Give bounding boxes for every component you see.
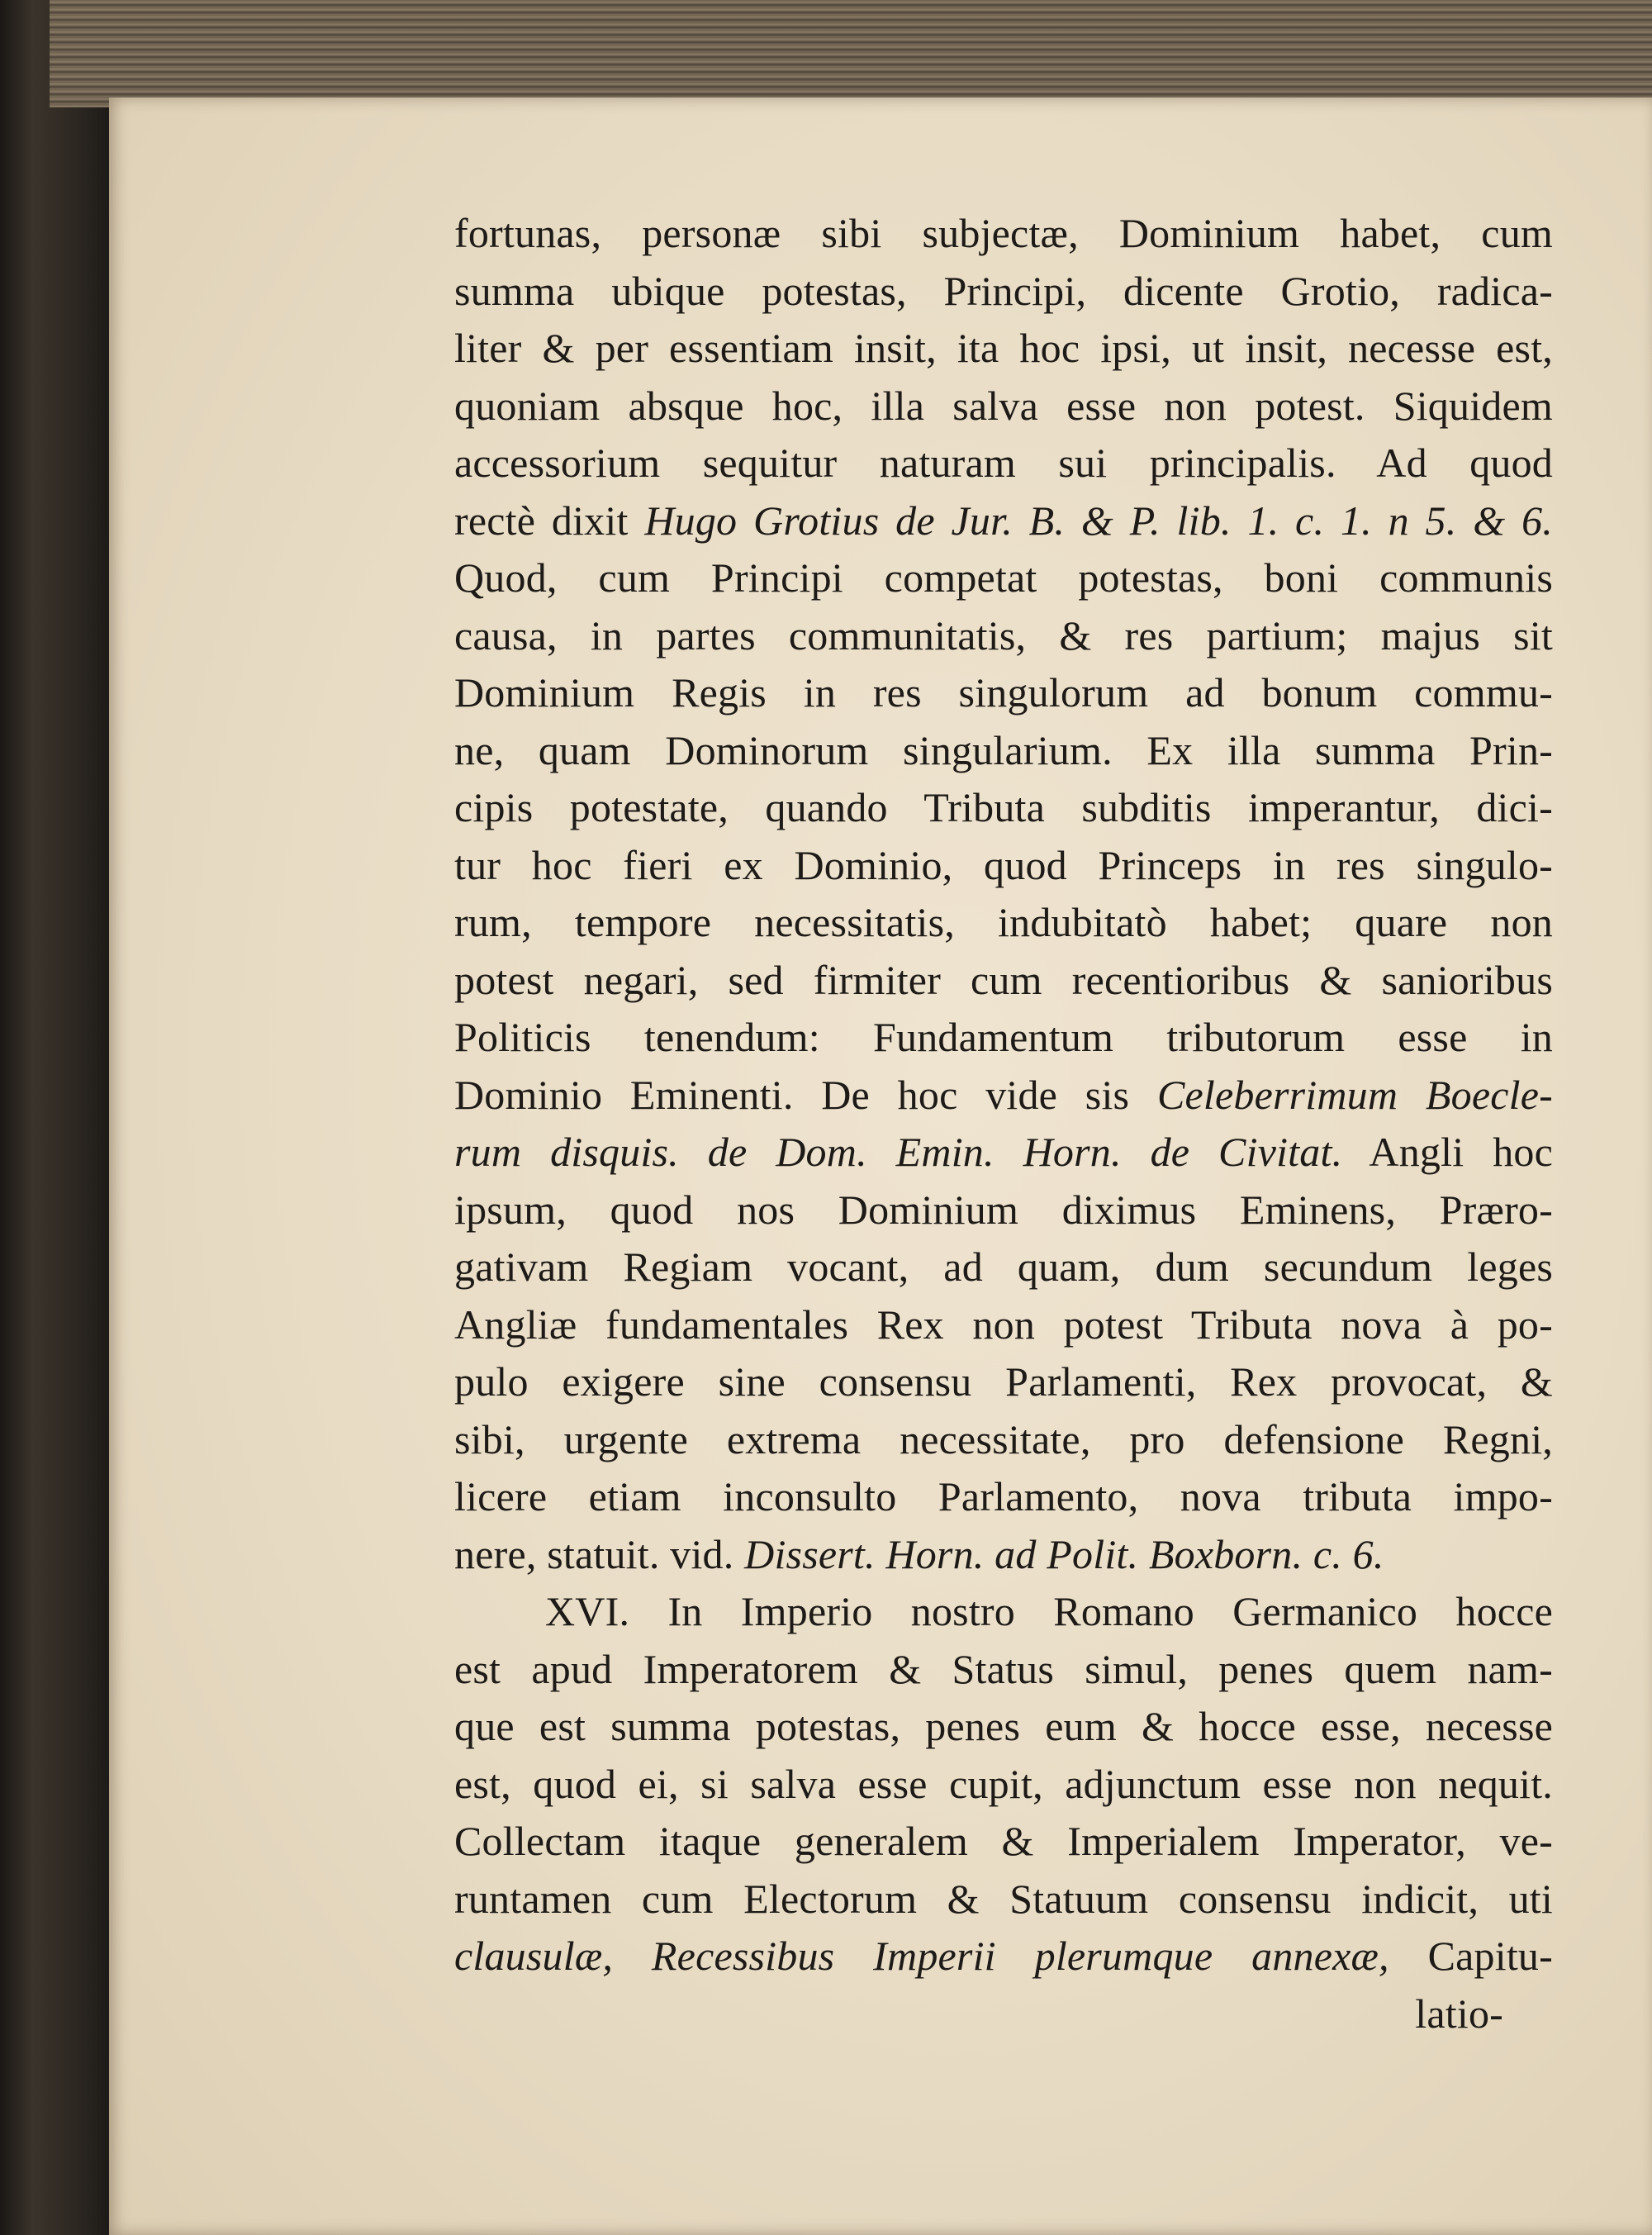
text-run: Angli hoc (1342, 1129, 1554, 1175)
text-line (454, 320, 1553, 378)
text-run: runtamen cum Electorum & Statuum consensu indicit, uti (454, 1875, 1553, 1922)
text-line (454, 1756, 1553, 1814)
text-line (454, 1411, 1553, 1469)
text-run: quoniam absque hoc, illa salva esse non potest. Siquidem (454, 382, 1553, 429)
text-run: ne, quam Dominorum singularium. Ex illa summa Prin- (454, 726, 1553, 773)
text-run: cipis potestate, quando Tributa subditis imperantur, dici- (454, 784, 1553, 830)
text-line (454, 607, 1553, 665)
text-line (454, 1928, 1553, 1985)
text-line (454, 952, 1553, 1010)
text-run: nere, statuit. vid. (454, 1530, 745, 1577)
text-line (454, 1296, 1553, 1354)
text-run: potest negari, sed firmiter cum recentioribus & sanioribus (454, 956, 1553, 1003)
text-run: licere etiam inconsulto Parlamento, nova tributa impo- (454, 1473, 1553, 1519)
text-run: Dominium Regis in res singulorum ad bonum commu- (454, 669, 1553, 716)
text-run: sibi, urgente extrema necessitate, pro defensione Regni, (454, 1415, 1553, 1462)
text-line (454, 722, 1553, 780)
text-run: XVI. In Imperio nostro Romano Germanico hocce (545, 1588, 1553, 1634)
text-run: est, quod ei, si salva esse cupit, adjunctum esse non nequit. (454, 1760, 1553, 1807)
text-line (454, 1641, 1553, 1699)
catchword: latio- (1415, 1990, 1503, 2037)
text-line (454, 1124, 1553, 1182)
text-run: Dominio Eminenti. De hoc vide sis (454, 1071, 1157, 1118)
text-line (454, 263, 1553, 321)
text-run: gativam Regiam vocant, ad quam, dum secundum leges (454, 1244, 1553, 1290)
text-line (454, 664, 1553, 722)
text-line (454, 894, 1553, 952)
text-line (454, 837, 1553, 895)
text-run: Capitu- (1427, 1933, 1553, 1979)
text-line (454, 1009, 1553, 1067)
text-run: pulo exigere sine consensu Parlamenti, Rex provocat, & (454, 1358, 1553, 1405)
text-run: fortunas, personæ sibi subjectæ, Dominium habet, cum (454, 210, 1553, 256)
text-line (454, 1239, 1553, 1296)
text-line (454, 1353, 1553, 1411)
text-line (454, 1583, 1553, 1641)
text-run: rum, tempore necessitatis, indubitatò habet; quare non (454, 899, 1553, 945)
text-line (454, 492, 1553, 550)
text-line (454, 205, 1553, 263)
text-run: accessorium sequitur naturam sui principalis. Ad quod (454, 440, 1553, 486)
text-line (454, 435, 1553, 492)
italic-citation: rum disquis. de Dom. Emin. Horn. de Civitat. (454, 1129, 1343, 1175)
text-run: summa ubique potestas, Principi, dicente Grotio, radica- (454, 267, 1553, 314)
text-run: Angliæ fundamentales Rex non potest Tributa nova à po- (454, 1301, 1553, 1348)
text-run: Collectam itaque generalem & Imperialem Imperator, ve- (454, 1818, 1553, 1864)
text-line (454, 549, 1553, 607)
italic-citation: clausulæ, Recessibus Imperii plerumque annexæ, (454, 1933, 1428, 1979)
text-line (454, 1813, 1553, 1871)
text-run: ipsum, quod nos Dominium diximus Eminens, Præro- (454, 1186, 1553, 1233)
text-line (454, 1182, 1553, 1239)
italic-citation: Celeberrimum Boecle- (1156, 1071, 1553, 1118)
text-run: que est summa potestas, penes eum & hocce esse, necesse (454, 1703, 1553, 1749)
page-stack-edge (50, 0, 1652, 107)
text-run: rectè dixit (454, 497, 645, 544)
text-run: Politicis tenendum: Fundamentum tributorum esse in (454, 1014, 1553, 1060)
text-line (454, 1468, 1553, 1526)
body-text (454, 205, 1553, 2042)
text-run: causa, in partes communitatis, & res partium; majus sit (454, 611, 1553, 659)
text-line (454, 779, 1553, 837)
text-line (454, 378, 1553, 435)
text-line (454, 1698, 1553, 1756)
text-run: est apud Imperatorem & Status simul, penes quem nam- (454, 1645, 1553, 1692)
italic-citation: Dissert. Horn. ad Polit. Boxborn. c. 6. (744, 1530, 1384, 1577)
text-run: liter & per essentiam insit, ita hoc ipsi, ut insit, necesse est, (454, 325, 1553, 371)
text-line (454, 1526, 1553, 1584)
italic-citation: Hugo Grotius de Jur. B. & P. lib. 1. c. 1. n 5. & 6. (644, 497, 1553, 544)
text-run: tur hoc fieri ex Dominio, quod Princeps in res singulo- (454, 841, 1553, 888)
text-line (454, 1871, 1553, 1928)
text-line (454, 1067, 1553, 1125)
text-run: Quod, cum Principi competat potestas, boni communis (454, 554, 1553, 601)
